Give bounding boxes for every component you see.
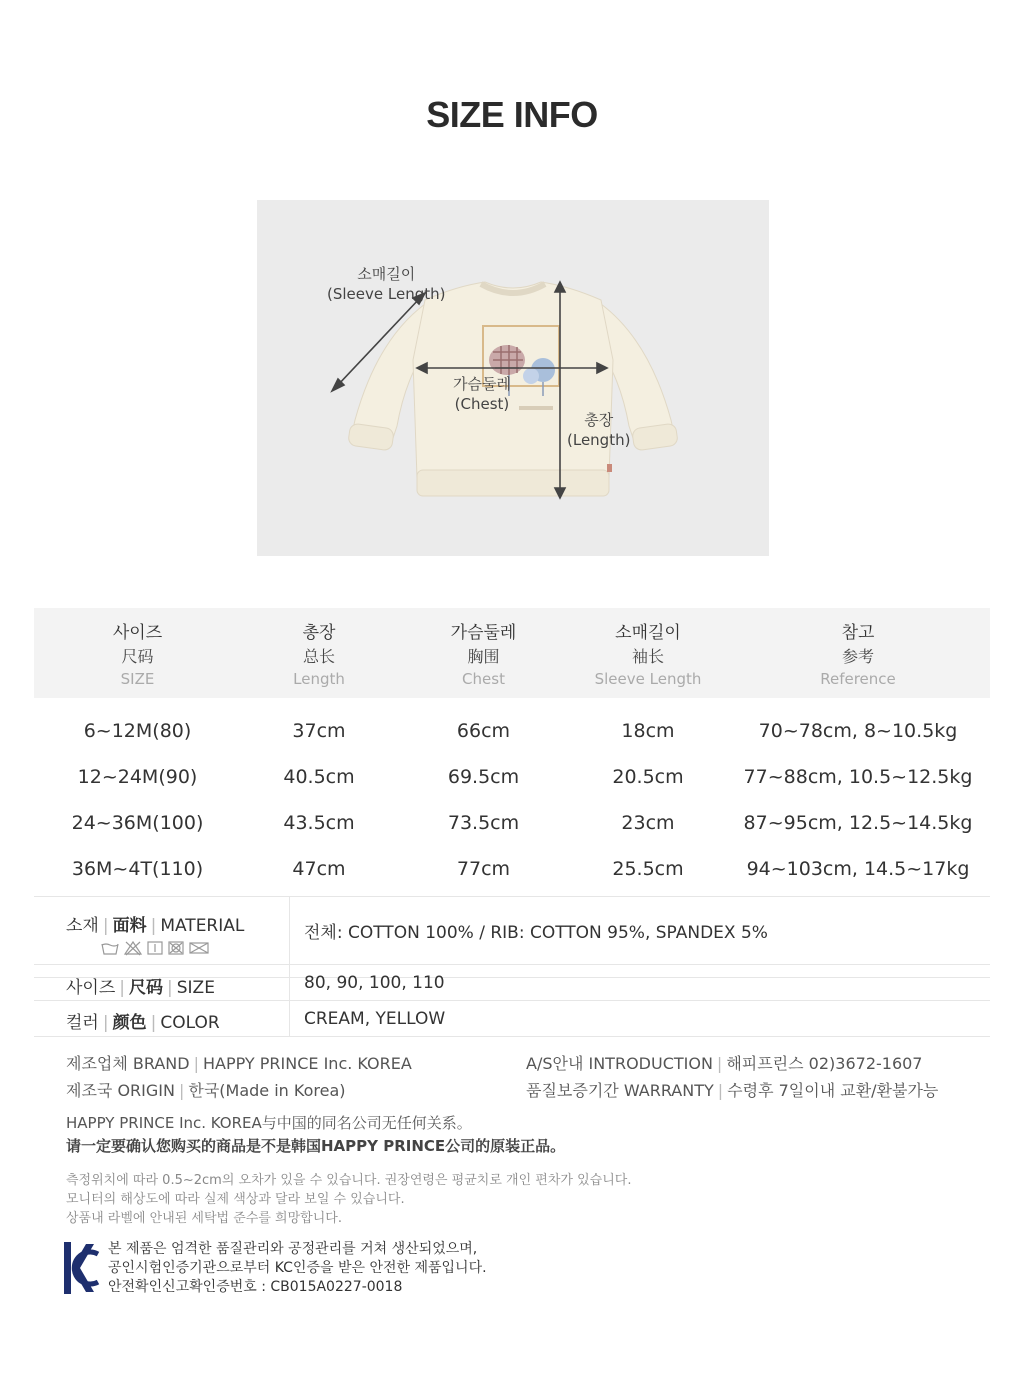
table-row — [34, 754, 990, 800]
color-value: CREAM, YELLOW — [304, 1008, 446, 1029]
cell-size: 24~36M(100) — [71, 812, 204, 834]
cell-chest: 77cm — [456, 858, 511, 880]
no-tumble-dry-icon — [167, 940, 185, 956]
cell-reference: 77~88cm, 10.5~12.5kg — [743, 766, 973, 788]
header-size: 사이즈 尺码 SIZE — [112, 623, 163, 688]
no-dry-clean-icon — [188, 940, 210, 956]
length-label: 총장 (Length) — [567, 411, 631, 449]
cell-reference: 87~95cm, 12.5~14.5kg — [743, 812, 973, 834]
header-reference: 참고 参考 Reference — [820, 623, 896, 688]
brand-info: 제조업체 BRAND | HAPPY PRINCE Inc. KOREA — [66, 1054, 412, 1073]
notice-line-1: HAPPY PRINCE Inc. KOREA与中国的同名公司无任何关系。 — [66, 1114, 472, 1132]
cell-size: 12~24M(90) — [77, 766, 198, 788]
material-value: 전체: COTTON 100% / RIB: COTTON 95%, SPANDEX 5% — [304, 923, 768, 943]
cell-length: 37cm — [292, 720, 346, 742]
color-label: 컬러 | 颜色 | COLOR — [34, 1001, 290, 1036]
page-title: SIZE INFO — [426, 94, 598, 135]
cell-sleeve: 18cm — [621, 720, 675, 742]
product-info-table — [34, 896, 990, 1037]
size-label: 사이즈 | 尺码 | SIZE — [34, 965, 290, 1000]
chest-label: 가슴둘레 (Chest) — [453, 375, 511, 413]
cell-sleeve: 23cm — [621, 812, 675, 834]
sweatshirt-illustration — [257, 200, 769, 556]
cell-reference: 94~103cm, 14.5~17kg — [746, 858, 970, 880]
table-row — [34, 800, 990, 846]
line-dry-icon — [146, 940, 164, 956]
size-row — [34, 965, 990, 1001]
size-value: 80, 90, 100, 110 — [304, 972, 445, 993]
color-row — [34, 1001, 990, 1037]
kc-certification-icon — [64, 1242, 100, 1294]
header-length: 총장 总长 Length — [293, 623, 345, 688]
size-table-header — [34, 608, 990, 698]
cell-length: 43.5cm — [283, 812, 355, 834]
cell-size: 6~12M(80) — [83, 720, 192, 742]
cell-length: 40.5cm — [283, 766, 355, 788]
cell-sleeve: 25.5cm — [612, 858, 684, 880]
material-row — [34, 897, 990, 965]
cell-size: 36M~4T(110) — [71, 858, 204, 880]
kc-certification-text: 본 제품은 엄격한 품질관리와 공정관리를 거쳐 생산되었으며, 공인시험인증기관으로부터 KC인증을 받은 안전한 제품입니다. 안전확인신고확인증번호 : CB015A0227-0018 — [108, 1241, 487, 1295]
wash-30-icon — [100, 940, 120, 956]
care-icons — [100, 940, 289, 956]
product-measurement-diagram — [257, 200, 769, 556]
table-row — [34, 846, 990, 892]
as-info: A/S안내 INTRODUCTION | 해피프린스 02)3672-1607 — [526, 1054, 923, 1073]
cell-chest: 73.5cm — [447, 812, 520, 834]
cell-sleeve: 20.5cm — [612, 766, 684, 788]
table-row — [34, 708, 990, 754]
disclaimer-line: 상품내 라벨에 안내된 세탁법 준수를 희망합니다. — [66, 1211, 342, 1226]
header-chest: 가슴둘레 胸围 Chest — [450, 623, 517, 688]
no-bleach-icon — [123, 940, 143, 956]
disclaimer-line: 모니터의 해상도에 따라 실제 색상과 달라 보일 수 있습니다. — [66, 1192, 405, 1207]
disclaimer-line: 측정위치에 따라 0.5~2cm의 오차가 있을 수 있습니다. 권장연령은 평균치로 개인 편차가 있습니다. — [66, 1173, 632, 1188]
cell-chest: 69.5cm — [447, 766, 520, 788]
warranty-info: 품질보증기간 WARRANTY | 수령후 7일이내 교환/환불가능 — [526, 1081, 939, 1100]
header-sleeve-length: 소매길이 袖长 Sleeve Length — [594, 623, 702, 688]
cell-reference: 70~78cm, 8~10.5kg — [758, 720, 958, 742]
notice-line-2: 请一定要确认您购买的商品是不是韩国HAPPY PRINCE公司的原装正品。 — [66, 1137, 566, 1155]
origin-info: 제조국 ORIGIN | 한국(Made in Korea) — [66, 1081, 346, 1100]
cell-length: 47cm — [292, 858, 346, 880]
material-label: 소재 | 面料 | MATERIAL — [34, 897, 290, 964]
cell-chest: 66cm — [456, 720, 511, 742]
sleeve-length-label: 소매길이 (Sleeve Length) — [327, 265, 446, 303]
